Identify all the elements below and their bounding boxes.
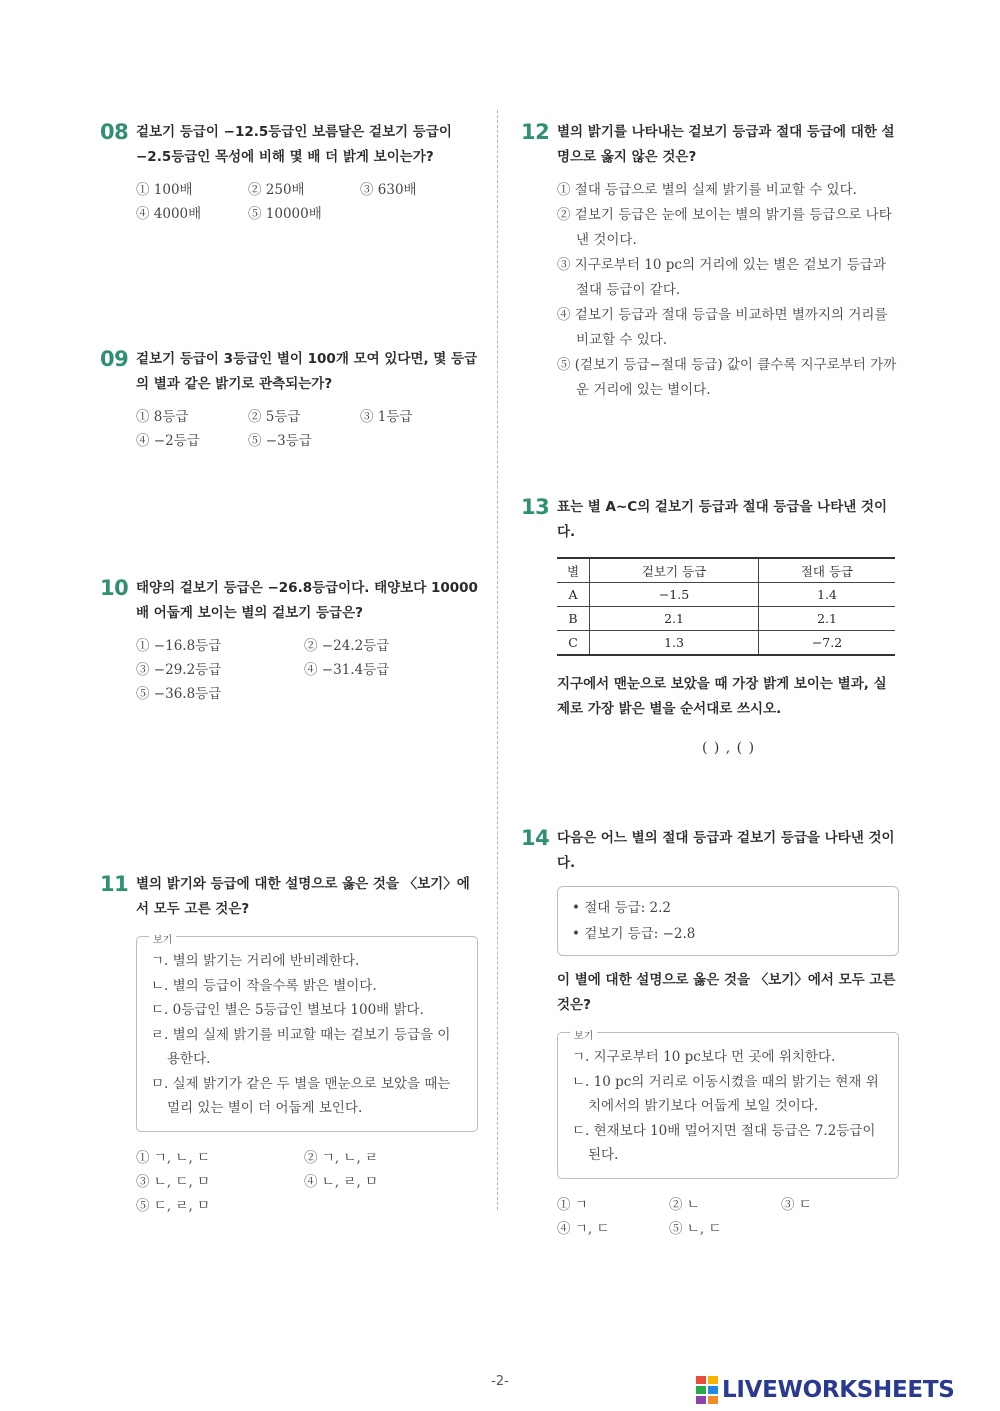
cell-apparent: 2.1	[590, 607, 759, 631]
cell-star: A	[557, 583, 590, 607]
option-5[interactable]: ⑤ 10000배	[248, 206, 322, 222]
option-3[interactable]: ③ ㄴ, ㄷ, ㅁ	[136, 1173, 211, 1190]
answer-options	[136, 178, 480, 222]
statement-d: ㄹ. 별의 실제 밝기를 비교할 때는 겉보기 등급을 이용한다.	[151, 1026, 451, 1067]
option-1[interactable]: ① 100배	[136, 182, 193, 198]
option-2[interactable]: ② ㄴ	[669, 1196, 700, 1213]
statement-a: ㄱ. 별의 밝기는 거리에 반비례한다.	[151, 953, 360, 969]
question-subtext: 이 별에 대한 설명으로 옳은 것을 〈보기〉에서 모두 고른 것은?	[557, 972, 896, 1013]
star-magnitude-table	[557, 557, 895, 656]
question-number: 08	[100, 120, 129, 144]
statement-e: ㅁ. 실제 밝기가 같은 두 별을 맨눈으로 보았을 때는 멀리 있는 별이 더 어둡게 보인다.	[151, 1075, 451, 1116]
liveworksheets-logo[interactable]	[696, 1373, 954, 1407]
option-4[interactable]: ④ −2등급	[136, 433, 200, 449]
header-apparent-magnitude: 겉보기 등급	[590, 558, 759, 583]
option-2[interactable]: ② ㄱ, ㄴ, ㄹ	[304, 1149, 379, 1166]
cell-star: B	[557, 607, 590, 631]
option-1[interactable]: ① 8등급	[136, 409, 189, 425]
liveworksheets-icon	[696, 1376, 718, 1404]
question-number: 12	[521, 120, 550, 144]
option-2[interactable]: ② 250배	[248, 182, 305, 198]
option-3[interactable]: ③ ㄷ	[781, 1196, 812, 1213]
option-3[interactable]: ③ −29.2등급	[136, 662, 222, 678]
option-2[interactable]: ② −24.2등급	[304, 638, 390, 654]
question-11	[100, 872, 478, 1214]
question-text: 다음은 어느 별의 절대 등급과 겉보기 등급을 나타낸 것이다.	[557, 830, 895, 871]
statement-b: ㄴ. 10 pc의 거리로 이동시켰을 때의 밝기는 현재 위치에서의 밝기보다 어둡게 보일 것이다.	[572, 1073, 879, 1114]
option-3[interactable]: ③ 지구로부터 10 pc의 거리에 있는 별은 겉보기 등급과 절대 등급이 같다.	[557, 257, 886, 298]
question-subtext: 지구에서 맨눈으로 보았을 때 가장 밝게 보이는 별과, 실제로 가장 밝은 별을 순서대로 쓰시오.	[557, 676, 887, 717]
question-number: 10	[100, 576, 129, 600]
option-2[interactable]: ② 겉보기 등급은 눈에 보이는 별의 밝기를 등급으로 나타낸 것이다.	[557, 207, 892, 248]
header-star: 별	[557, 558, 590, 583]
question-number: 09	[100, 347, 129, 371]
question-14	[521, 826, 899, 1237]
option-4[interactable]: ④ −31.4등급	[304, 662, 390, 678]
example-box	[136, 936, 478, 1132]
answer-options	[557, 178, 899, 403]
question-number: 11	[100, 872, 129, 896]
question-text: 겉보기 등급이 3등급인 별이 100개 모여 있다면, 몇 등급의 별과 같은 밝기로 관측되는가?	[136, 351, 478, 392]
option-4[interactable]: ④ 겉보기 등급과 절대 등급을 비교하면 별까지의 거리를 비교할 수 있다.	[557, 307, 888, 348]
table-row	[557, 607, 895, 631]
answer-options	[136, 1146, 478, 1214]
cell-star: C	[557, 631, 590, 656]
apparent-magnitude-info: • 겉보기 등급: −2.8	[572, 926, 696, 942]
cell-apparent: 1.3	[590, 631, 759, 656]
option-5[interactable]: ⑤ (겉보기 등급−절대 등급) 값이 클수록 지구로부터 가까운 거리에 있는 별이다.	[557, 357, 897, 398]
option-5[interactable]: ⑤ ㄴ, ㄷ	[669, 1220, 722, 1237]
star-info-box	[557, 886, 899, 956]
question-text: 겉보기 등급이 −12.5등급인 보름달은 겉보기 등급이 −2.5등급인 목성에 비해 몇 배 더 밝게 보이는가?	[136, 124, 452, 165]
option-1[interactable]: ① ㄱ, ㄴ, ㄷ	[136, 1149, 211, 1166]
answer-options	[136, 634, 480, 702]
header-absolute-magnitude: 절대 등급	[759, 558, 895, 583]
option-5[interactable]: ⑤ −36.8등급	[136, 686, 222, 702]
table-row	[557, 631, 895, 656]
cell-absolute: 2.1	[759, 607, 895, 631]
column-divider	[497, 110, 498, 1210]
question-text: 표는 별 A∼C의 겉보기 등급과 절대 등급을 나타낸 것이다.	[557, 499, 888, 540]
option-5[interactable]: ⑤ −3등급	[248, 433, 312, 449]
option-3[interactable]: ③ 1등급	[360, 409, 413, 425]
question-08	[100, 120, 480, 222]
table-row	[557, 583, 895, 607]
question-number: 13	[521, 495, 550, 519]
example-box	[557, 1032, 899, 1179]
answer-options	[557, 1193, 899, 1237]
question-12	[521, 120, 899, 403]
brand-name: LIVEWORKSHEETS	[722, 1377, 955, 1403]
question-09	[100, 347, 480, 449]
question-text: 별의 밝기를 나타내는 겉보기 등급과 절대 등급에 대한 설명으로 옳지 않은 것은?	[557, 124, 895, 165]
question-13	[521, 495, 899, 756]
option-5[interactable]: ⑤ ㄷ, ㄹ, ㅁ	[136, 1197, 211, 1214]
option-1[interactable]: ① 절대 등급으로 별의 실제 밝기를 비교할 수 있다.	[557, 182, 857, 198]
option-4[interactable]: ④ ㄴ, ㄹ, ㅁ	[304, 1173, 379, 1190]
example-box-label: 보기	[149, 929, 176, 954]
option-1[interactable]: ① −16.8등급	[136, 638, 222, 654]
absolute-magnitude-info: • 절대 등급: 2.2	[572, 900, 672, 916]
cell-absolute: 1.4	[759, 583, 895, 607]
table-header-row	[557, 558, 895, 583]
option-2[interactable]: ② 5등급	[248, 409, 301, 425]
question-text: 별의 밝기와 등급에 대한 설명으로 옳은 것을 〈보기〉에서 모두 고른 것은?	[136, 876, 470, 917]
statement-b: ㄴ. 별의 등급이 작을수록 밝은 별이다.	[151, 977, 377, 994]
statement-c: ㄷ. 0등급인 별은 5등급인 별보다 100배 밝다.	[151, 1002, 424, 1018]
option-1[interactable]: ① ㄱ	[557, 1196, 588, 1213]
answer-options	[136, 405, 480, 449]
cell-absolute: −7.2	[759, 631, 895, 656]
statement-a: ㄱ. 지구로부터 10 pc보다 먼 곳에 위치한다.	[572, 1049, 836, 1065]
example-box-label: 보기	[570, 1025, 597, 1050]
question-number: 14	[521, 826, 550, 850]
page-number: -2-	[491, 1374, 509, 1389]
question-10	[100, 576, 480, 702]
question-text: 태양의 겉보기 등급은 −26.8등급이다. 태양보다 10000배 어둡게 보이는 별의 겉보기 등급은?	[136, 580, 478, 621]
option-3[interactable]: ③ 630배	[360, 182, 417, 198]
cell-apparent: −1.5	[590, 583, 759, 607]
option-4[interactable]: ④ 4000배	[136, 206, 202, 222]
option-4[interactable]: ④ ㄱ, ㄷ	[557, 1220, 610, 1237]
answer-blank[interactable]: ( ) , ( )	[701, 740, 755, 756]
statement-c: ㄷ. 현재보다 10배 멀어지면 절대 등급은 7.2등급이 된다.	[572, 1122, 876, 1163]
